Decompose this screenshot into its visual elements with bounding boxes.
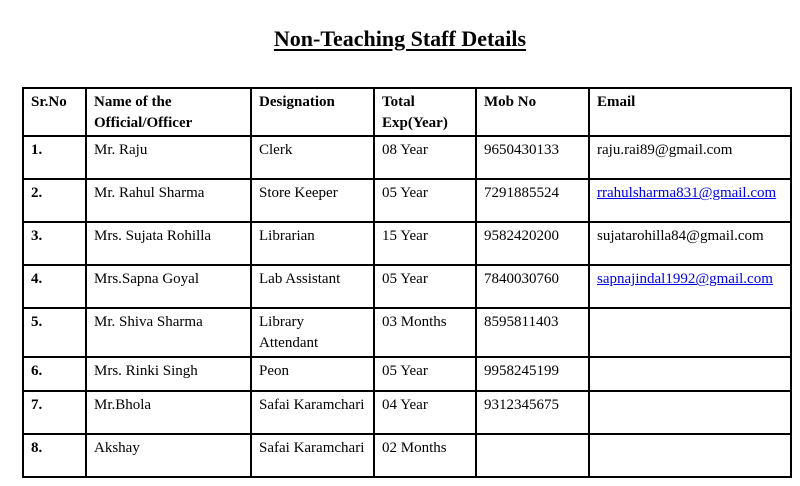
page-title: Non-Teaching Staff Details: [273, 26, 527, 51]
header-row: [23, 88, 791, 136]
cell-name: Mr. Shiva Sharma: [86, 308, 251, 356]
table-row: [23, 265, 791, 308]
cell-sr-no: 4.: [23, 265, 86, 308]
cell-email: [589, 357, 791, 391]
cell-email: sujatarohilla84@gmail.com: [589, 222, 791, 265]
email-link[interactable]: sapnajindal1992@gmail.com: [597, 271, 773, 288]
cell-email: [589, 265, 791, 308]
email-link[interactable]: rrahulsharma831@gmail.com: [597, 185, 777, 202]
table-row: [23, 391, 791, 434]
cell-mob-no: 7291885524: [476, 179, 589, 222]
cell-name: Mrs.Sapna Goyal: [86, 265, 251, 308]
cell-total-exp: 02 Months: [374, 434, 476, 477]
cell-sr-no: 1.: [23, 136, 86, 179]
cell-sr-no: 2.: [23, 179, 86, 222]
cell-name: Mrs. Rinki Singh: [86, 357, 251, 391]
cell-mob-no: 9582420200: [476, 222, 589, 265]
column-header-total-exp: Total Exp(Year): [374, 88, 476, 136]
cell-sr-no: 7.: [23, 391, 86, 434]
cell-name: Mr. Raju: [86, 136, 251, 179]
cell-total-exp: 15 Year: [374, 222, 476, 265]
cell-mob-no: 9650430133: [476, 136, 589, 179]
cell-name: Akshay: [86, 434, 251, 477]
cell-total-exp: 03 Months: [374, 308, 476, 356]
cell-designation: Clerk: [251, 136, 374, 179]
cell-name: Mr.Bhola: [86, 391, 251, 434]
cell-designation: Lab Assistant: [251, 265, 374, 308]
cell-designation: Librarian: [251, 222, 374, 265]
cell-total-exp: 04 Year: [374, 391, 476, 434]
cell-mob-no: 8595811403: [476, 308, 589, 356]
cell-email: [589, 434, 791, 477]
cell-sr-no: 8.: [23, 434, 86, 477]
table-row: [23, 136, 791, 179]
cell-mob-no: 9312345675: [476, 391, 589, 434]
cell-total-exp: 05 Year: [374, 357, 476, 391]
cell-email: [589, 308, 791, 356]
cell-email: [589, 179, 791, 222]
table-row: [23, 179, 791, 222]
table-row: [23, 434, 791, 477]
column-header-name: Name of the Official/Officer: [86, 88, 251, 136]
staff-table: [22, 87, 792, 478]
cell-designation: Safai Karamchari: [251, 391, 374, 434]
cell-email: [589, 391, 791, 434]
cell-designation: Peon: [251, 357, 374, 391]
table-row: [23, 308, 791, 356]
column-header-mob-no: Mob No: [476, 88, 589, 136]
cell-total-exp: 05 Year: [374, 265, 476, 308]
cell-name: Mrs. Sujata Rohilla: [86, 222, 251, 265]
cell-total-exp: 08 Year: [374, 136, 476, 179]
cell-total-exp: 05 Year: [374, 179, 476, 222]
cell-mob-no: [476, 434, 589, 477]
cell-email: raju.rai89@gmail.com: [589, 136, 791, 179]
cell-sr-no: 3.: [23, 222, 86, 265]
column-header-designation: Designation: [251, 88, 374, 136]
cell-designation: Store Keeper: [251, 179, 374, 222]
column-header-sr-no: Sr.No: [23, 88, 86, 136]
cell-mob-no: 7840030760: [476, 265, 589, 308]
column-header-email: Email: [589, 88, 791, 136]
cell-sr-no: 6.: [23, 357, 86, 391]
table-row: [23, 222, 791, 265]
cell-designation: Safai Karamchari: [251, 434, 374, 477]
table-row: [23, 357, 791, 391]
cell-mob-no: 9958245199: [476, 357, 589, 391]
cell-name: Mr. Rahul Sharma: [86, 179, 251, 222]
cell-sr-no: 5.: [23, 308, 86, 356]
cell-designation: Library Attendant: [251, 308, 374, 356]
